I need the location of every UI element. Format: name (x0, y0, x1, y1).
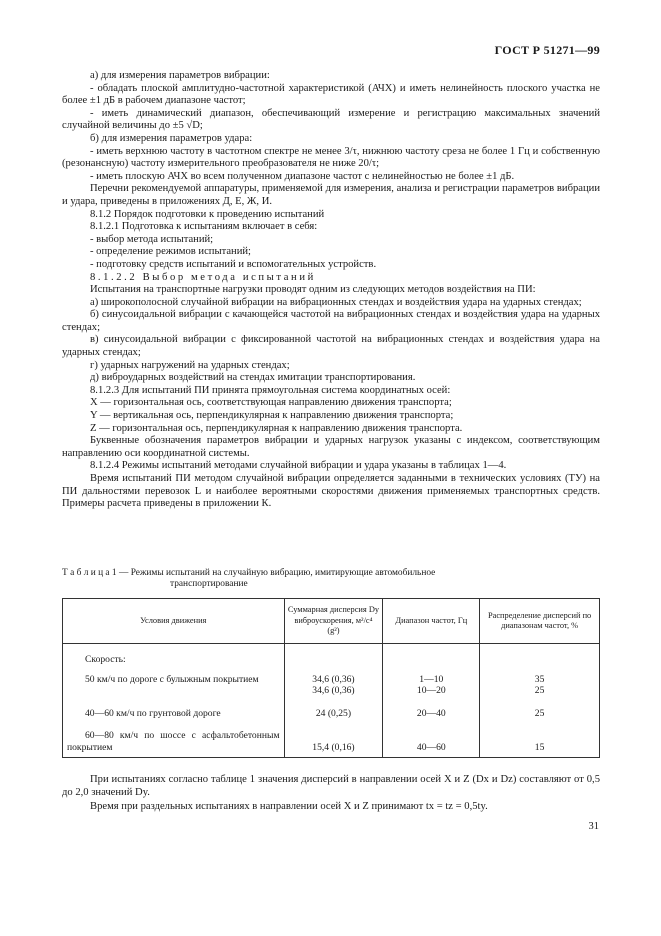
paragraph: 8.1.2.4 Режимы испытаний методами случайной вибрации и удара указаны в таблицах 1—4. (90, 460, 507, 472)
list-item: г) ударных нагружений на ударных стендах; (90, 359, 290, 371)
speed-label: Скорость: (85, 654, 126, 665)
table-cell: 35 (534, 673, 545, 685)
table-cell: 15,4 (0,16) (312, 742, 355, 754)
table-row (63, 719, 600, 757)
table-cell: 25 (534, 707, 545, 719)
list-item: в) синусоидальной вибрации с фиксированной частотой на вибрационных стендах и воздействия удара на ударных стендах; (62, 334, 600, 359)
section-heading: 8.1.2.2 Выбор метода испытаний (90, 271, 316, 283)
table-row (63, 666, 600, 697)
table-cell: 25 (534, 685, 545, 697)
paragraph: б) для измерения параметров удара: (90, 132, 253, 144)
column-header: Распределение дисперсий по диапазонам частот, % (480, 599, 600, 644)
table-caption-lead: Т а б л и ц а 1 (62, 568, 117, 578)
table-cell: 20—40 (416, 707, 446, 719)
list-item: - выбор метода испытаний; (90, 233, 214, 245)
paragraph: Время при раздельных испытаниях в направлении осей X и Z принимают tx = tz = 0,5ty. (90, 801, 488, 813)
paragraph: При испытаниях согласно таблице 1 значения дисперсий в направлении осей X и Z (Dx и Dz) составляют от 0,5 до 2,0 значений Dy. (62, 774, 600, 798)
table-cell: 1—10 (419, 673, 444, 685)
list-item: - подготовку средств испытаний и вспомогательных устройств. (90, 258, 377, 270)
list-item: - определение режимов испытаний; (90, 246, 251, 258)
paragraph: Испытания на транспортные нагрузки проводят одним из следующих методов воздействия на ПИ: (90, 284, 536, 296)
paragraph: - иметь верхнюю частоту в частотном спектре не менее 3/τ, нижнюю частоту среза не более 1 Гц и собственную (резонансную) частоту измерительного преобразователя не ниже 20/τ; (62, 145, 600, 170)
table-cell: 15 (534, 742, 545, 754)
table-cell: 34,6 (0,36) (312, 673, 355, 685)
document-header: ГОСТ Р 51271—99 (494, 43, 600, 57)
table-header-row (63, 599, 600, 644)
document-body (62, 70, 600, 511)
vibration-modes-table (62, 598, 600, 758)
table-cell: 50 км/ч по дороге с булыжным покрытием (85, 673, 259, 685)
paragraph: - иметь плоскую АЧХ во всем полученном диапазоне частот с нелинейностью не более ±1 дБ. (90, 170, 515, 182)
column-header: Суммарная дисперсия Dy виброускорения, м²/с⁴ (g²) (284, 599, 383, 644)
axis-definition: Y — вертикальная ось, перпендикулярная к направлению движения транспорта; (90, 410, 454, 422)
paragraph: Буквенные обозначения параметров вибрации и ударных нагрузок указаны с индексом, соответствующим направлению оси координатной системы. (62, 435, 600, 459)
paragraph: Перечни рекомендуемой аппаратуры, применяемой для измерения, анализа и регистрации параметров вибрации и удара, приведены в приложениях Д, Е, Ж, И. (62, 183, 600, 207)
table-caption-text: — Режимы испытаний на случайную вибрацию, имитирующие автомобильное (118, 568, 436, 578)
table-caption (62, 568, 600, 590)
list-item: а) широкополосной случайной вибрации на вибрационных стендах и воздействия удара на ударных стендах; (90, 296, 582, 308)
table-row (63, 697, 600, 720)
axis-definition: X — горизонтальная ось, соответствующая направлению движения транспорта; (90, 397, 452, 409)
paragraph: - обладать плоской амплитудно-частотной характеристикой (АЧХ) и иметь нелинейность плоского участка не более ±1 дБ в рабочем диапазоне частот; (62, 82, 600, 107)
post-table-text (62, 774, 600, 814)
paragraph: Время испытаний ПИ методом случайной вибрации определяется заданными в технических условиях (ТУ) на ПИ дальностями перевозок L и наиболее вероятными скоростями движения применяемых транспортных средств. Примеры расчета приведены в приложении К. (62, 473, 600, 510)
list-item: б) синусоидальной вибрации с качающейся частотой на вибрационных стендах и воздействия удара на ударных стендах; (62, 309, 600, 333)
table-caption-continuation: транспортирование (170, 579, 248, 589)
table-row (63, 644, 600, 666)
table-cell: 10—20 (416, 685, 446, 697)
table-cell: 24 (0,25) (315, 707, 352, 719)
column-header: Условия движения (63, 599, 285, 644)
paragraph: а) для измерения параметров вибрации: (90, 70, 270, 81)
paragraph: - иметь динамический диапазон, обеспечивающий измерение и регистрацию максимальных значений случайной величины до ±5 √D; (62, 107, 600, 132)
paragraph: 8.1.2.3 Для испытаний ПИ принята прямоугольная система координатных осей: (90, 384, 451, 396)
column-header: Диапазон частот, Гц (383, 599, 480, 644)
table-cell: 40—60 км/ч по грунтовой дороге (85, 707, 221, 719)
paragraph: 8.1.2.1 Подготовка к испытаниям включает в себя: (90, 221, 318, 233)
page-number: 31 (588, 821, 599, 832)
table-cell: 34,6 (0,36) (312, 685, 355, 697)
axis-definition: Z — горизонтальная ось, перпендикулярная к направлению движения транспорта. (90, 422, 463, 434)
table-cell: 40—60 (416, 742, 446, 754)
section-heading: 8.1.2 Порядок подготовки к проведению испытаний (90, 208, 325, 220)
list-item: д) виброударных воздействий на стендах имитации транспортирования. (90, 372, 416, 384)
table-cell: 60—80 км/ч по шоссе с асфальтобетонным покрытием (67, 730, 280, 753)
